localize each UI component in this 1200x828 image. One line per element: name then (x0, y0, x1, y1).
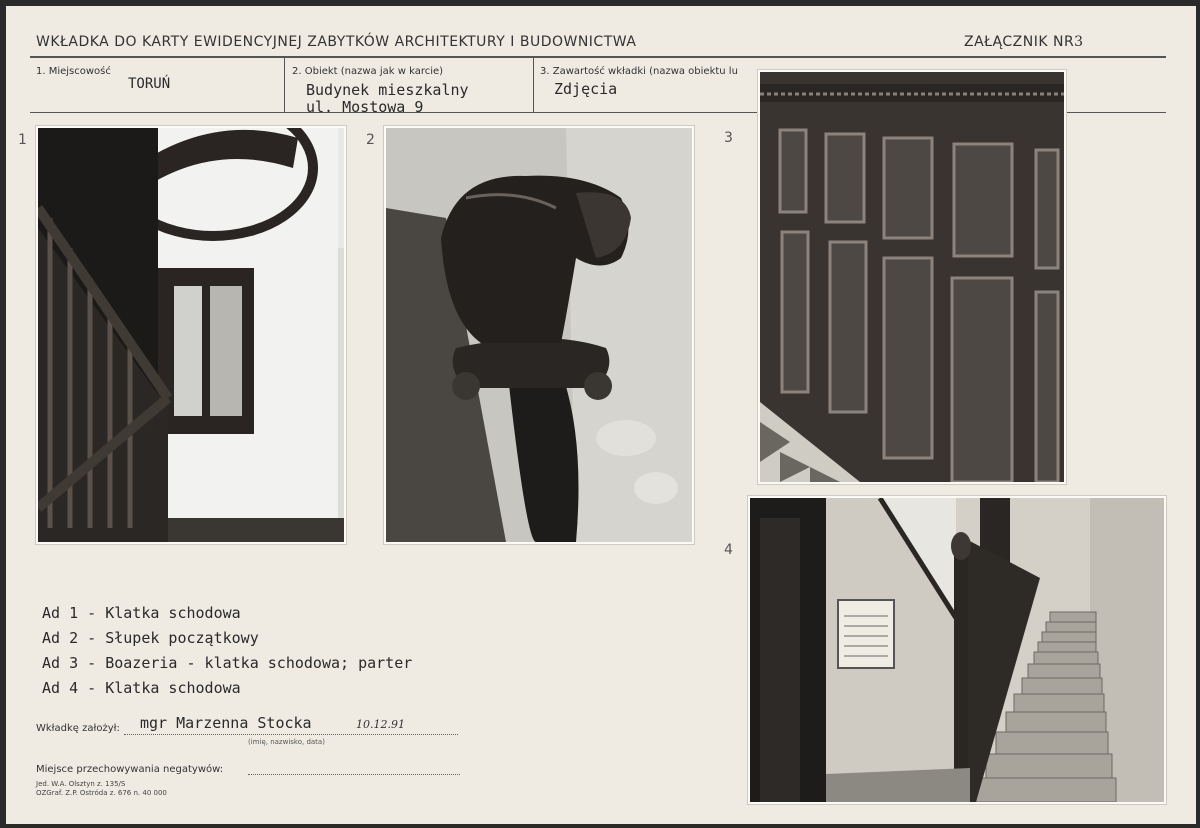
photo-number-3: 3 (724, 130, 733, 146)
attachment-number: 3 (1074, 34, 1084, 50)
object-value-line2: ul. Mostowa 9 (306, 98, 424, 116)
author-hint: (imię, nazwisko, data) (248, 738, 325, 746)
photo-4-staircase (748, 496, 1166, 804)
caption-ad-1: Ad 1 - Klatka schodowa (42, 604, 241, 622)
locality-value: TORUŃ (128, 76, 171, 92)
object-value-line1: Budynek mieszkalny (306, 81, 469, 99)
photo-number-1: 1 (18, 132, 27, 148)
print-info-line1: Jed. W.A. Olsztyn z. 135/S (36, 780, 126, 788)
author-value: mgr Marzenna Stocka (140, 714, 312, 732)
photo-1-staircase (36, 126, 346, 544)
print-info-line2: OZGraf. Z.P. Ostróda z. 676 n. 40 000 (36, 789, 167, 797)
photo-number-2: 2 (366, 132, 375, 148)
negatives-label: Miejsce przechowywania negatywów: (36, 764, 224, 775)
attachment-label (964, 34, 1084, 50)
photo-2-newel-post (384, 126, 694, 544)
contents-label: 3. Zawartość wkładki (nazwa obiektu lu (540, 66, 738, 77)
caption-ad-3: Ad 3 - Boazeria - klatka schodowa; parter (42, 654, 413, 672)
photo-3-wainscot (758, 70, 1066, 484)
caption-ad-2: Ad 2 - Słupek początkowy (42, 629, 259, 647)
photo-number-4: 4 (724, 542, 733, 558)
attachment-label-text: ZAŁĄCZNIK NR (964, 34, 1075, 50)
field-divider-1 (284, 58, 285, 112)
contents-value: Zdjęcia (554, 80, 618, 98)
caption-ad-4: Ad 4 - Klatka schodowa (42, 679, 241, 697)
author-date: 10.12.91 (356, 718, 405, 731)
field-divider-2 (533, 58, 534, 112)
object-label: 2. Obiekt (nazwa jak w karcie) (292, 66, 444, 77)
document-sheet (6, 6, 1196, 824)
author-label: Wkładkę założył: (36, 723, 120, 734)
header-rule-top (30, 56, 1166, 58)
document-title: WKŁADKA DO KARTY EWIDENCYJNEJ ZABYTKÓW ARCHITEKTURY I BUDOWNICTWA (36, 34, 637, 50)
locality-label: 1. Miejscowość (36, 66, 111, 77)
negatives-dotted-line (248, 774, 460, 775)
author-dotted-line (124, 734, 458, 735)
